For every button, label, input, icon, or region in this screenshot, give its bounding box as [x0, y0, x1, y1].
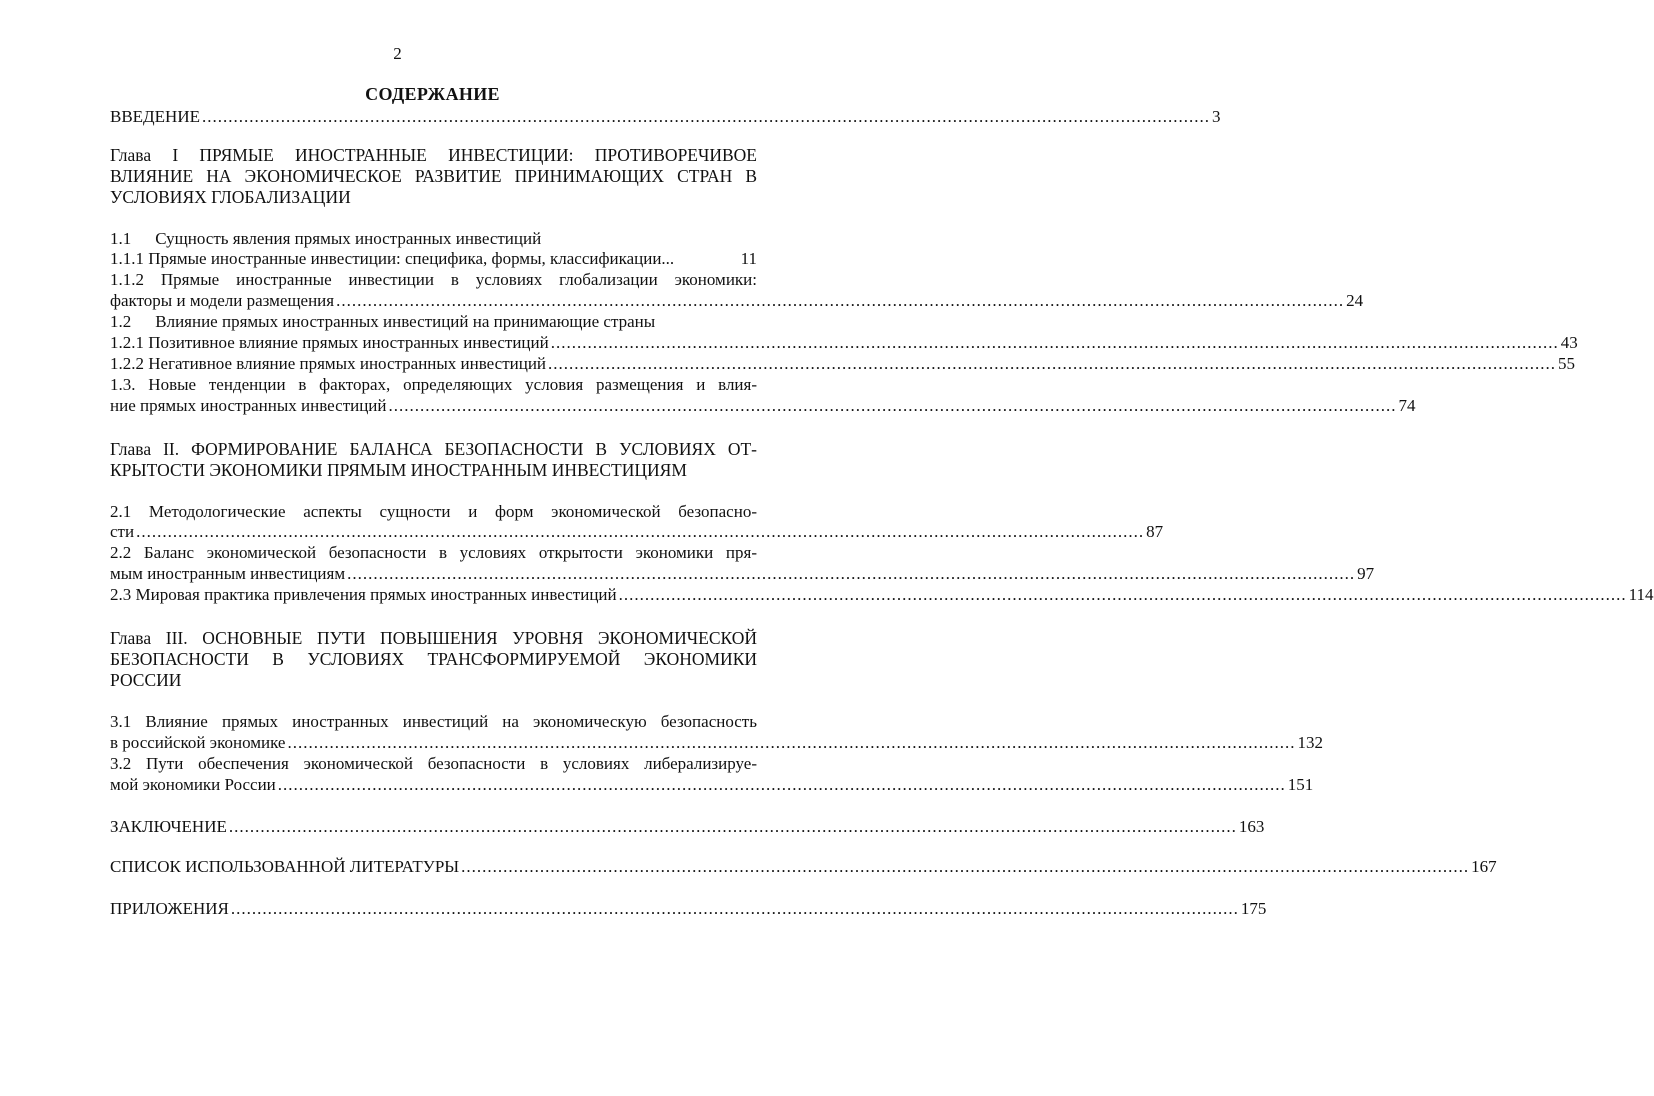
toc-entry-2-1[interactable]: [110, 522, 1164, 542]
toc-entry-page: 167: [1471, 857, 1497, 876]
toc-entry-page: 24: [1346, 291, 1364, 310]
toc-title: СОДЕРЖАНИЕ: [365, 84, 500, 104]
toc-entry-3-1[interactable]: [110, 733, 1323, 753]
dot-leader: ................................................................................................................................................................................................: [201, 107, 1210, 126]
toc-entry-2-3[interactable]: [110, 585, 1654, 605]
chapter-3-heading-line2[interactable]: БЕЗОПАСНОСТИ В УСЛОВИЯХ ТРАНСФОРМИРУЕМОЙ ЭКОНОМИКИ: [110, 649, 757, 669]
dot-leader: ................................................................................................................................................................................................: [388, 396, 1397, 415]
toc-entry-1-1[interactable]: [110, 229, 757, 249]
toc-entry-page: 55: [1558, 354, 1576, 373]
toc-entry-page: 114: [1628, 585, 1654, 604]
toc-entry-page: 163: [1238, 817, 1265, 836]
toc-entry-text: 1.2.1 Позитивное влияние прямых иностранных инвестиций: [110, 333, 549, 352]
dot-leader: ................................................................................................................................................................................................: [277, 775, 1286, 794]
toc-entry-1-1-1[interactable]: [110, 249, 757, 269]
chapter-1-heading-line1[interactable]: Глава I ПРЯМЫЕ ИНОСТРАННЫЕ ИНВЕСТИЦИИ: ПРОТИВОРЕЧИВОЕ: [110, 145, 757, 165]
toc-entry-1-3-line1[interactable]: 1.3. Новые тенденции в факторах, определяющих условия размещения и влия-: [110, 375, 757, 394]
dot-leader: ................................................................................................................................................................................................: [136, 522, 1145, 541]
page-number: 2: [393, 44, 402, 63]
dot-leader: ................................................................................................................................................................................................: [336, 291, 1345, 310]
toc-entry-text: мым иностранным инвестициям: [110, 564, 346, 583]
section-number: 1.2: [110, 312, 132, 331]
toc-entry-1-2-1[interactable]: [110, 333, 1578, 353]
dot-leader: ................................................................................................................................................................................................: [228, 817, 1237, 836]
toc-entry-2-2[interactable]: [110, 564, 1375, 584]
dot-leader: ................................................................................................................................................................................................: [461, 857, 1470, 876]
dot-leader: ................................................................................................................................................................................................: [230, 899, 1239, 918]
toc-entry-text: ЗАКЛЮЧЕНИЕ: [110, 817, 227, 836]
section-number: 1.1: [110, 229, 132, 248]
chapter-1-heading-line2[interactable]: ВЛИЯНИЕ НА ЭКОНОМИЧЕСКОЕ РАЗВИТИЕ ПРИНИМАЮЩИХ СТРАН В: [110, 166, 757, 186]
toc-entry-text: сти: [110, 522, 135, 541]
dot-leader: ................................................................................................................................................................................................: [548, 354, 1557, 373]
toc-entry-1-2-2[interactable]: [110, 354, 1576, 374]
toc-entry-text: СПИСОК ИСПОЛЬЗОВАННОЙ ЛИТЕРАТУРЫ: [110, 857, 460, 876]
toc-entry-text: Сущность явления прямых иностранных инвестиций: [155, 229, 542, 248]
chapter-2-heading-line2[interactable]: КРЫТОСТИ ЭКОНОМИКИ ПРЯМЫМ ИНОСТРАННЫМ ИНВЕСТИЦИЯМ: [110, 460, 687, 480]
chapter-1-heading-line3[interactable]: УСЛОВИЯХ ГЛОБАЛИЗАЦИИ: [110, 187, 351, 207]
toc-entry-references[interactable]: [110, 857, 1497, 877]
dot-leader: ................................................................................................................................................................................................: [618, 585, 1627, 604]
toc-entry-2-2-line1[interactable]: 2.2 Баланс экономической безопасности в условиях открытости экономики пря-: [110, 543, 757, 562]
toc-entry-text: мой экономики России: [110, 775, 276, 794]
toc-entry-text: факторы и модели размещения: [110, 291, 335, 310]
toc-entry-text: Влияние прямых иностранных инвестиций на принимающие страны: [155, 312, 656, 331]
dot-leader: ................................................................................................................................................................................................: [347, 564, 1356, 583]
toc-entry-page: 97: [1357, 564, 1375, 583]
toc-entry-2-1-line1[interactable]: 2.1 Методологические аспекты сущности и форм экономической безопасно-: [110, 502, 757, 521]
toc-entry-page: 151: [1287, 775, 1314, 794]
toc-entry-text: ние прямых иностранных инвестиций: [110, 396, 387, 415]
dot-leader: ................................................................................................................................................................................................: [287, 733, 1296, 752]
toc-entry-page: 3: [1211, 107, 1221, 126]
toc-entry-1-2[interactable]: [110, 312, 757, 332]
toc-entry-3-2-line1[interactable]: 3.2 Пути обеспечения экономической безопасности в условиях либерализируе-: [110, 754, 757, 773]
toc-entry-page: 87: [1146, 522, 1164, 541]
toc-entry-text: 1.1.1 Прямые иностранные инвестиции: специфика, формы, классификации...: [110, 249, 675, 268]
toc-entry-conclusion[interactable]: [110, 817, 1265, 837]
toc-entry-text: 2.3 Мировая практика привлечения прямых иностранных инвестиций: [110, 585, 617, 604]
toc-entry-text: ВВЕДЕНИЕ: [110, 107, 200, 126]
chapter-3-heading-line3[interactable]: РОССИИ: [110, 670, 182, 690]
toc-entry-intro[interactable]: [110, 107, 1221, 127]
toc-entry-appendix[interactable]: [110, 899, 1267, 919]
toc-entry-3-2[interactable]: [110, 775, 1314, 795]
toc-entry-text: в российской экономике: [110, 733, 286, 752]
toc-entry-page: 132: [1297, 733, 1323, 752]
toc-entry-1-1-2[interactable]: [110, 291, 1364, 311]
toc-entry-1-3[interactable]: [110, 396, 1416, 416]
toc-entry-text: ПРИЛОЖЕНИЯ: [110, 899, 229, 918]
chapter-2-heading-line1[interactable]: Глава II. ФОРМИРОВАНИЕ БАЛАНСА БЕЗОПАСНОСТИ В УСЛОВИЯХ ОТ-: [110, 439, 757, 459]
toc-entry-1-1-2-line1[interactable]: 1.1.2 Прямые иностранные инвестиции в условиях глобализации экономики:: [110, 270, 757, 289]
toc-entry-page: 11: [740, 249, 757, 268]
chapter-3-heading-line1[interactable]: Глава III. ОСНОВНЫЕ ПУТИ ПОВЫШЕНИЯ УРОВНЯ ЭКОНОМИЧЕСКОЙ: [110, 628, 757, 648]
toc-entry-text: 1.2.2 Негативное влияние прямых иностранных инвестиций: [110, 354, 547, 373]
toc-entry-page: 43: [1560, 333, 1578, 352]
toc-entry-page: 74: [1398, 396, 1416, 415]
toc-entry-page: 175: [1240, 899, 1267, 918]
dot-leader: ................................................................................................................................................................................................: [550, 333, 1559, 352]
toc-entry-3-1-line1[interactable]: 3.1 Влияние прямых иностранных инвестиций на экономическую безопасность: [110, 712, 757, 731]
